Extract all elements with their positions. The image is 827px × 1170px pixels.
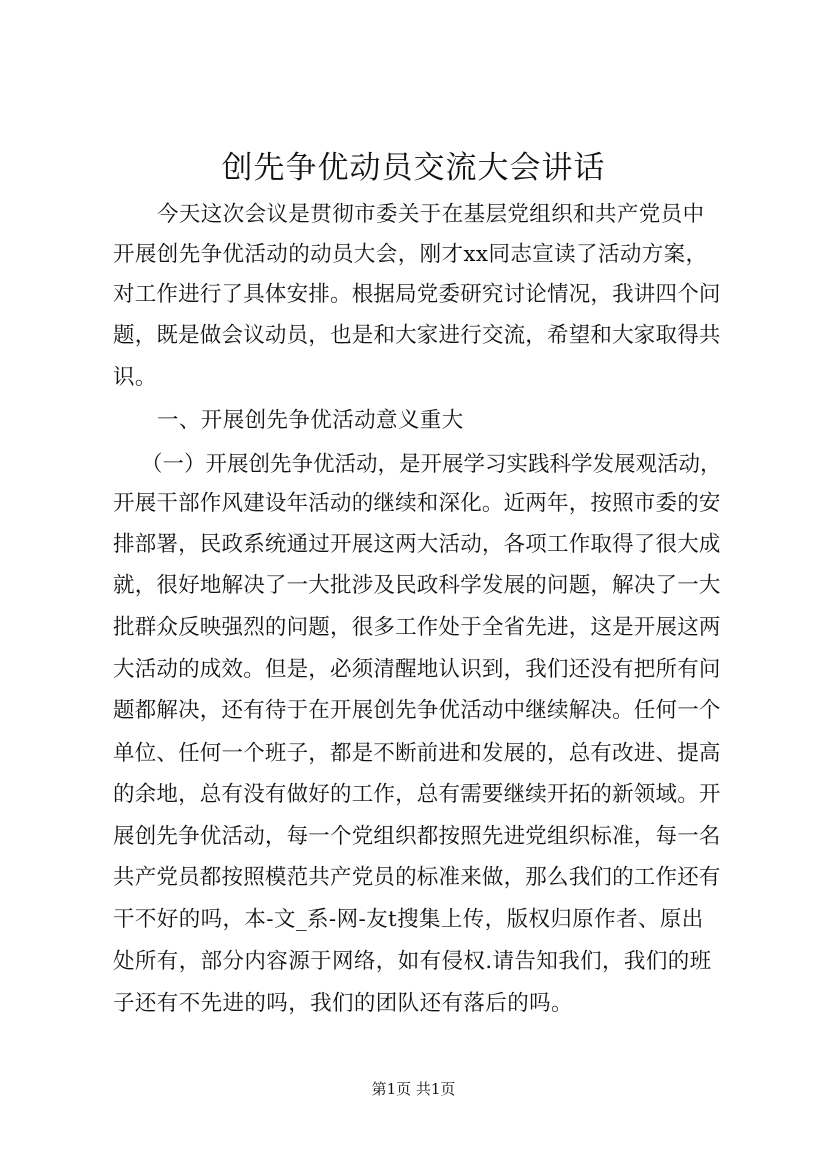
paragraph-3-line-7: 题都解决，还有待于在开展创先争优活动中继续解决。任何一个 [113, 698, 721, 723]
section-heading-1: 一、开展创先争优活动意义重大 [157, 408, 464, 433]
paragraph-3-line-9: 的余地，总有没有做好的工作，总有需要继续开拓的新领域。开 [113, 782, 721, 807]
paragraph-3-line-11: 共产党员都按照模范共产党员的标准来做，那么我们的工作还有 [113, 865, 721, 890]
paragraph-3-line-6: 大活动的成效。但是，必须清醒地认识到，我们还没有把所有问 [113, 657, 721, 682]
paragraph-3-line-14: 子还有不先进的吗，我们的团队还有落后的吗。 [113, 991, 573, 1016]
paragraph-3-line-13: 处所有，部分内容源于网络，如有侵权.请告知我们，我们的班 [113, 949, 712, 974]
paragraph-3-line-2: 开展干部作风建设年活动的继续和深化。近两年，按照市委的安 [113, 491, 721, 516]
paragraph-3-line-5: 批群众反映强烈的问题，很多工作处于全省先进，这是开展这两 [113, 615, 721, 640]
paragraph-1-line-4: 题，既是做会议动员，也是和大家进行交流，希望和大家取得共 [113, 323, 721, 348]
document-title: 创先争优动员交流大会讲话 [221, 150, 606, 186]
page-number-footer: 第1页 共1页 [371, 1080, 456, 1098]
paragraph-1-line-2: 开展创先争优活动的动员大会，刚才xx同志宣读了活动方案， [113, 242, 708, 267]
paragraph-3-line-12: 干不好的吗，本-文_系-网-友t搜集上传，版权归原作者、原出 [113, 907, 704, 932]
paragraph-3-line-8: 单位、任何一个班子，都是不断前进和发展的，总有改进、提高 [113, 741, 721, 766]
paragraph-1-line-1: 今天这次会议是贯彻市委关于在基层党组织和共产党员中 [157, 202, 705, 227]
paragraph-3-line-4: 就，很好地解决了一大批涉及民政科学发展的问题，解决了一大 [113, 573, 721, 598]
paragraph-3-line-1: （一）开展创先争优活动，是开展学习实践科学发展观活动， [141, 452, 722, 477]
paragraph-3-line-10: 展创先争优活动，每一个党组织都按照先进党组织标准，每一名 [113, 824, 721, 849]
paragraph-1-line-5: 识。 [113, 365, 157, 390]
paragraph-1-line-3: 对工作进行了具体安排。根据局党委研究讨论情况，我讲四个问 [113, 282, 721, 307]
paragraph-3-line-3: 排部署，民政系统通过开展这两大活动，各项工作取得了很大成 [113, 532, 721, 557]
